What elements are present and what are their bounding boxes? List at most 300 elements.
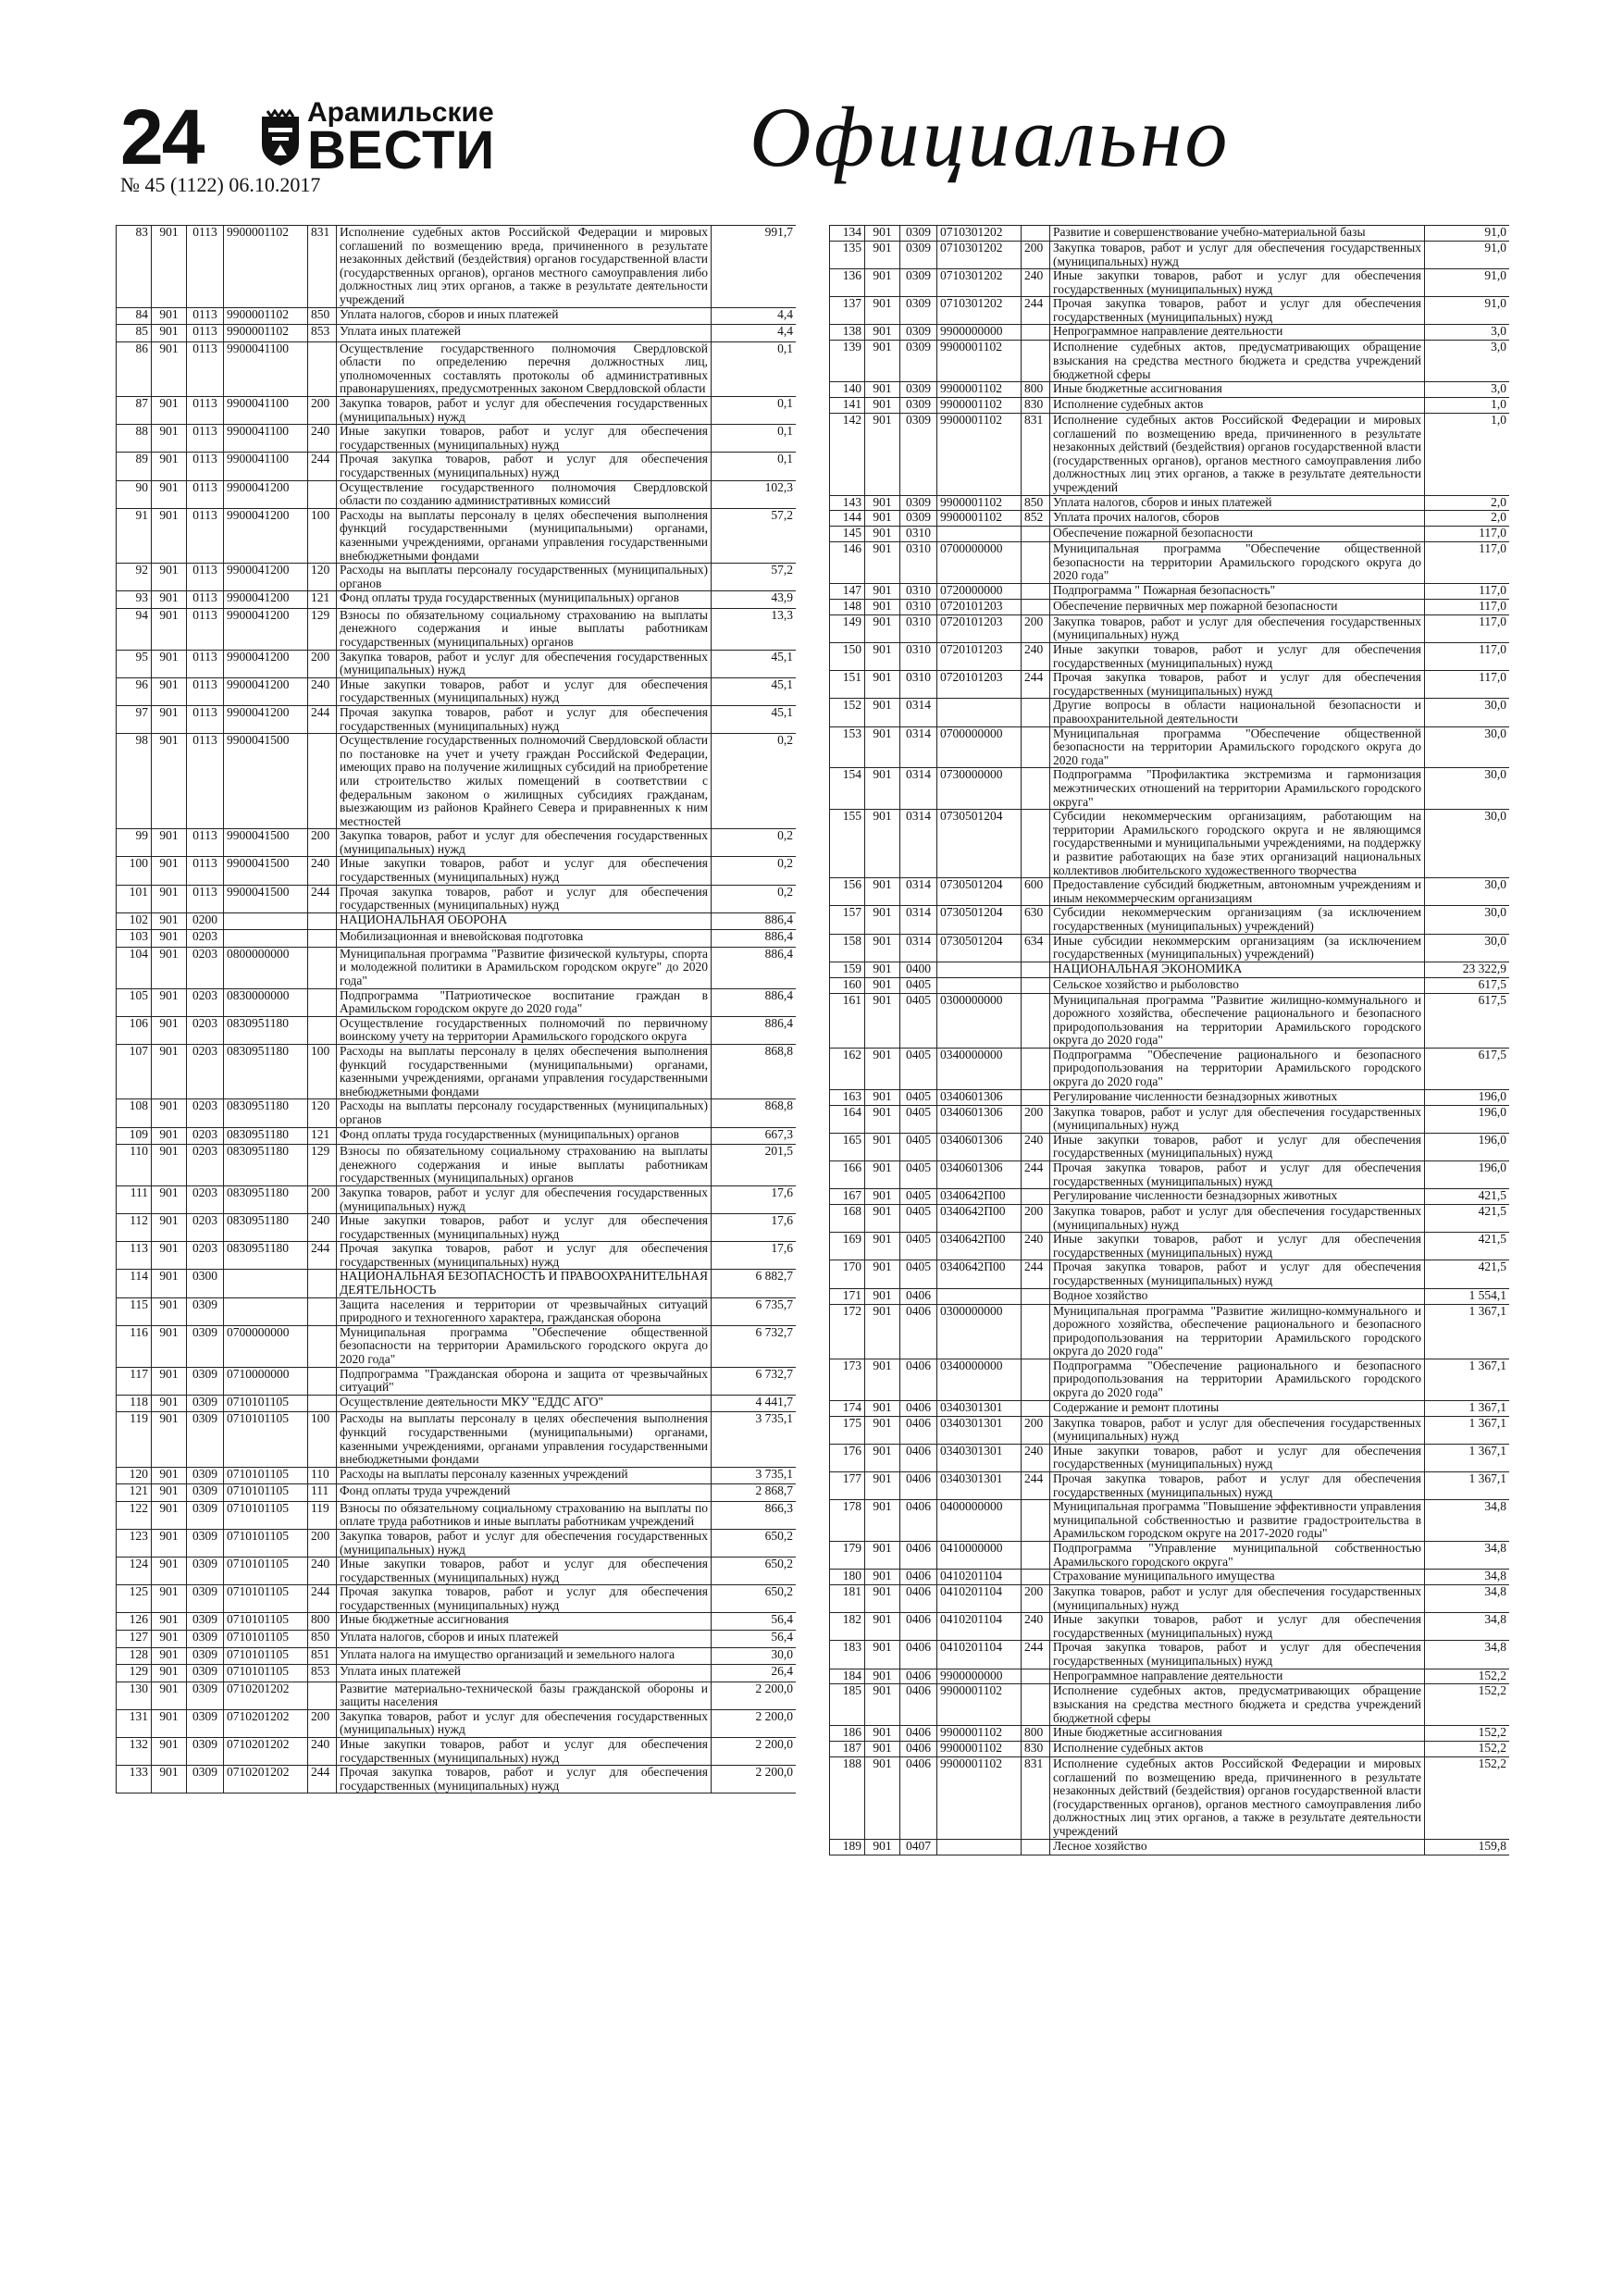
- expense-name: Прочая закупка товаров, работ и услуг для обеспечения государственных (муниципальных) нужд: [1050, 1471, 1425, 1499]
- table-row: [117, 396, 797, 424]
- expense-type-code: 240: [308, 1214, 337, 1242]
- admin-code: 901: [865, 1570, 900, 1585]
- expense-type-code: [1022, 1541, 1050, 1569]
- expense-type-code: 830: [1022, 1742, 1050, 1757]
- row-number: 124: [117, 1558, 152, 1585]
- admin-code: 901: [152, 1467, 187, 1484]
- expense-type-code: 129: [308, 1145, 337, 1186]
- table-row: [117, 1647, 797, 1665]
- expense-type-code: [308, 930, 337, 948]
- left-column: [116, 225, 796, 2146]
- table-row: [830, 614, 1510, 642]
- target-article-code: 9900001102: [224, 307, 308, 325]
- amount: 30,0: [1425, 768, 1510, 810]
- admin-code: 901: [865, 1500, 900, 1542]
- row-number: 126: [117, 1613, 152, 1631]
- section-code: 0309: [900, 341, 937, 382]
- expense-type-code: 630: [1022, 906, 1050, 934]
- amount: 17,6: [712, 1185, 797, 1213]
- amount: 1,0: [1425, 398, 1510, 414]
- section-code: 0309: [187, 1325, 224, 1367]
- table-row: [117, 1367, 797, 1395]
- amount: 1 554,1: [1425, 1288, 1510, 1304]
- target-article-code: 0300000000: [937, 993, 1022, 1048]
- amount: 34,8: [1425, 1641, 1510, 1669]
- target-article-code: 9900001102: [224, 325, 308, 342]
- section-code: 0113: [187, 480, 224, 508]
- target-article-code: 9900041200: [224, 705, 308, 733]
- expense-type-code: 119: [308, 1501, 337, 1529]
- row-number: 138: [830, 325, 865, 341]
- admin-code: 901: [865, 614, 900, 642]
- expense-type-code: 100: [308, 1412, 337, 1467]
- section-code: 0309: [187, 1484, 224, 1502]
- expense-name: Исполнение судебных актов, предусматривающих обращение взыскания на средства местного бюджета и средства учреждений бюджетной сферы: [1050, 1684, 1425, 1726]
- section-code: 0309: [187, 1682, 224, 1709]
- expense-name: Подпрограмма "Управление муниципальной собственностью Арамильского городского округа": [1050, 1541, 1425, 1569]
- table-row: [117, 829, 797, 857]
- expense-name: Иные закупки товаров, работ и услуг для обеспечения государственных (муниципальных) нужд: [1050, 1233, 1425, 1260]
- expense-type-code: 244: [308, 885, 337, 912]
- expense-type-code: 100: [308, 508, 337, 563]
- section-code: 0405: [900, 1105, 937, 1133]
- section-code: 0406: [900, 1641, 937, 1669]
- row-number: 169: [830, 1233, 865, 1260]
- section-code: 0309: [187, 1647, 224, 1665]
- amount: 30,0: [1425, 906, 1510, 934]
- amount: 13,3: [712, 608, 797, 650]
- expense-name: Закупка товаров, работ и услуг для обеспечения государственных (муниципальных) нужд: [1050, 1416, 1425, 1444]
- amount: 0,1: [712, 341, 797, 396]
- section-code: 0309: [900, 511, 937, 527]
- section-code: 0405: [900, 1205, 937, 1233]
- section-code: 0406: [900, 1416, 937, 1444]
- row-number: 114: [117, 1270, 152, 1297]
- admin-code: 901: [865, 584, 900, 600]
- admin-code: 901: [152, 1045, 187, 1099]
- amount: 421,5: [1425, 1205, 1510, 1233]
- expense-name: Закупка товаров, работ и услуг для обеспечения государственных (муниципальных) нужд: [337, 1709, 712, 1737]
- target-article-code: 9900000000: [937, 1669, 1022, 1684]
- expense-type-code: 831: [308, 226, 337, 308]
- amount: 2,0: [1425, 495, 1510, 511]
- amount: 117,0: [1425, 584, 1510, 600]
- row-number: 134: [830, 226, 865, 242]
- section-code: 0113: [187, 677, 224, 705]
- row-number: 152: [830, 699, 865, 726]
- section-code: 0309: [900, 241, 937, 268]
- amount: 0,2: [712, 829, 797, 857]
- expense-type-code: 121: [308, 1127, 337, 1145]
- expense-name: Муниципальная программа "Развитие физической культуры, спорта и молодежной политики в Арамильском городском округе" до 2020 года": [337, 947, 712, 988]
- row-number: 178: [830, 1500, 865, 1542]
- amount: 421,5: [1425, 1233, 1510, 1260]
- amount: 617,5: [1425, 1048, 1510, 1089]
- amount: 1 367,1: [1425, 1416, 1510, 1444]
- row-number: 153: [830, 726, 865, 768]
- expense-name: Прочая закупка товаров, работ и услуг для обеспечения государственных (муниципальных) нужд: [337, 1242, 712, 1270]
- row-number: 103: [117, 930, 152, 948]
- expense-name: Закупка товаров, работ и услуг для обеспечения государственных (муниципальных) нужд: [1050, 1205, 1425, 1233]
- admin-code: 901: [865, 1288, 900, 1304]
- section-code: 0203: [187, 1214, 224, 1242]
- amount: 152,2: [1425, 1669, 1510, 1684]
- admin-code: 901: [865, 297, 900, 325]
- amount: 3,0: [1425, 382, 1510, 398]
- expense-name: Закупка товаров, работ и услуг для обеспечения государственных (муниципальных) нужд: [337, 829, 712, 857]
- admin-code: 901: [152, 1613, 187, 1631]
- expense-type-code: [308, 1325, 337, 1367]
- row-number: 125: [117, 1585, 152, 1613]
- table-row: [117, 1665, 797, 1682]
- target-article-code: 9900001102: [937, 1684, 1022, 1726]
- amount: 3,0: [1425, 341, 1510, 382]
- expense-name: Осуществление деятельности МКУ "ЕДДС АГО": [337, 1395, 712, 1412]
- target-article-code: [937, 1839, 1022, 1855]
- admin-code: 901: [865, 511, 900, 527]
- expense-type-code: [1022, 1189, 1050, 1205]
- row-number: 162: [830, 1048, 865, 1089]
- expense-type-code: 120: [308, 564, 337, 591]
- page-number: 24: [120, 93, 204, 180]
- expense-name: Осуществление государственных полномочий по первичному воинскому учету на территории Арамильского городского округа: [337, 1016, 712, 1044]
- target-article-code: 9900001102: [937, 511, 1022, 527]
- admin-code: 901: [865, 226, 900, 242]
- row-number: 187: [830, 1742, 865, 1757]
- expense-type-code: 200: [308, 1529, 337, 1557]
- table-row: [117, 1501, 797, 1529]
- amount: 1 367,1: [1425, 1359, 1510, 1400]
- table-row: [830, 1726, 1510, 1742]
- admin-code: 901: [152, 1325, 187, 1367]
- target-article-code: 0730501204: [937, 878, 1022, 906]
- expense-type-code: 200: [1022, 1416, 1050, 1444]
- admin-code: 901: [865, 1416, 900, 1444]
- section-code: 0406: [900, 1400, 937, 1416]
- row-number: 179: [830, 1541, 865, 1569]
- amount: 57,2: [712, 508, 797, 563]
- table-row: [117, 1099, 797, 1127]
- expense-type-code: [308, 1016, 337, 1044]
- table-row: [830, 1541, 1510, 1569]
- section-code: 0113: [187, 307, 224, 325]
- section-code: 0405: [900, 1233, 937, 1260]
- expense-name: Подпрограмма "Патриотическое воспитание граждан в Арамильском городском округе до 2020 года": [337, 988, 712, 1016]
- target-article-code: 9900041200: [224, 508, 308, 563]
- section-code: 0406: [900, 1471, 937, 1499]
- target-article-code: 0730501204: [937, 906, 1022, 934]
- section-code: 0406: [900, 1288, 937, 1304]
- row-number: 101: [117, 885, 152, 912]
- target-article-code: 9900041200: [224, 677, 308, 705]
- expense-name: Прочая закупка товаров, работ и услуг для обеспечения государственных (муниципальных) нужд: [337, 1585, 712, 1613]
- target-article-code: 0710201202: [224, 1737, 308, 1765]
- row-number: 161: [830, 993, 865, 1048]
- target-article-code: 9900001102: [937, 398, 1022, 414]
- target-article-code: [937, 1288, 1022, 1304]
- expense-name: Другие вопросы в области национальной безопасности и правоохранительной деятельности: [1050, 699, 1425, 726]
- admin-code: 901: [865, 1471, 900, 1499]
- section-code: 0310: [900, 527, 937, 542]
- table-row: [830, 671, 1510, 699]
- section-code: 0113: [187, 396, 224, 424]
- admin-code: 901: [152, 1412, 187, 1467]
- expense-name: Расходы на выплаты персоналу в целях обеспечения выполнения функций государственными (муниципальными) органами, казенными учреждениями, органами управления государственными внебюджетными фондами: [337, 508, 712, 563]
- target-article-code: [937, 962, 1022, 977]
- target-article-code: 0830000000: [224, 988, 308, 1016]
- expense-name: Исполнение судебных актов Российской Федерации и мировых соглашений по возмещению вреда, причиненного в результате незаконных действий (бездействия) органов государственной власти (государственных органов), органов местного самоуправления либо должностных лиц этих органов, а также в результате деятельности учреждений: [1050, 1757, 1425, 1840]
- target-article-code: [937, 527, 1022, 542]
- section-code: 0310: [900, 599, 937, 614]
- table-row: [830, 810, 1510, 878]
- expense-name: Иные закупки товаров, работ и услуг для обеспечения государственных (муниципальных) нужд: [1050, 643, 1425, 671]
- page-header: [120, 89, 1508, 209]
- admin-code: 901: [865, 542, 900, 584]
- expense-type-code: [1022, 584, 1050, 600]
- target-article-code: 9900041100: [224, 453, 308, 480]
- expense-name: Регулирование численности безнадзорных животных: [1050, 1089, 1425, 1105]
- expense-name: Защита населения и территории от чрезвычайных ситуаций природного и техногенного характера, гражданская оборона: [337, 1297, 712, 1325]
- row-number: 89: [117, 453, 152, 480]
- amount: 30,0: [1425, 699, 1510, 726]
- expense-type-code: [1022, 1839, 1050, 1855]
- row-number: 157: [830, 906, 865, 934]
- expense-name: Закупка товаров, работ и услуг для обеспечения государственных (муниципальных) нужд: [337, 1185, 712, 1213]
- expense-name: Прочая закупка товаров, работ и услуг для обеспечения государственных (муниципальных) нужд: [1050, 1160, 1425, 1188]
- target-article-code: 0710201202: [224, 1709, 308, 1737]
- section-code: 0203: [187, 1099, 224, 1127]
- target-article-code: 0340301301: [937, 1400, 1022, 1416]
- table-row: [830, 413, 1510, 495]
- target-article-code: 0340301301: [937, 1416, 1022, 1444]
- target-article-code: 0830951180: [224, 1214, 308, 1242]
- admin-code: 901: [865, 726, 900, 768]
- row-number: 128: [117, 1647, 152, 1665]
- expense-type-code: [1022, 1359, 1050, 1400]
- target-article-code: [224, 912, 308, 930]
- target-article-code: [224, 1270, 308, 1297]
- table-row: [117, 307, 797, 325]
- expense-name: Взносы по обязательному социальному страхованию на выплаты денежного содержания и иные выплаты работникам государственных (муниципальных) органов: [337, 608, 712, 650]
- expense-name: Обеспечение пожарной безопасности: [1050, 527, 1425, 542]
- expense-type-code: 120: [308, 1099, 337, 1127]
- expense-name: Иные закупки товаров, работ и услуг для обеспечения государственных (муниципальных) нужд: [337, 425, 712, 453]
- expense-name: Подпрограмма " Пожарная безопасность": [1050, 584, 1425, 600]
- expense-type-code: 200: [308, 650, 337, 677]
- expense-type-code: 244: [1022, 1260, 1050, 1288]
- expense-name: Расходы на выплаты персоналу государственных (муниципальных) органов: [337, 1099, 712, 1127]
- expense-name: Фонд оплаты труда государственных (муниципальных) органов: [337, 1127, 712, 1145]
- coat-of-arms-icon: [259, 109, 302, 167]
- expense-type-code: 200: [1022, 1205, 1050, 1233]
- section-code: 0309: [187, 1709, 224, 1737]
- section-code: 0406: [900, 1359, 937, 1400]
- amount: 117,0: [1425, 671, 1510, 699]
- target-article-code: 9900041500: [224, 829, 308, 857]
- section-code: 0309: [187, 1412, 224, 1467]
- admin-code: 901: [152, 1270, 187, 1297]
- expense-type-code: 200: [1022, 241, 1050, 268]
- expense-name: Страхование муниципального имущества: [1050, 1570, 1425, 1585]
- target-article-code: 9900041200: [224, 480, 308, 508]
- expense-name: Прочая закупка товаров, работ и услуг для обеспечения государственных (муниципальных) нужд: [1050, 671, 1425, 699]
- section-code: 0405: [900, 1260, 937, 1288]
- admin-code: 901: [865, 1048, 900, 1089]
- target-article-code: 0340301301: [937, 1471, 1022, 1499]
- amount: 1,0: [1425, 413, 1510, 495]
- expense-type-code: 200: [308, 1709, 337, 1737]
- amount: 43,9: [712, 591, 797, 609]
- admin-code: 901: [152, 1016, 187, 1044]
- amount: 34,8: [1425, 1500, 1510, 1542]
- target-article-code: 9900001102: [937, 382, 1022, 398]
- target-article-code: 0710201202: [224, 1682, 308, 1709]
- table-row: [830, 1641, 1510, 1669]
- admin-code: 901: [865, 1742, 900, 1757]
- expense-type-code: 852: [1022, 511, 1050, 527]
- table-row: [117, 1613, 797, 1631]
- row-number: 106: [117, 1016, 152, 1044]
- table-row: [830, 699, 1510, 726]
- expense-name: Муниципальная программа "Обеспечение общественной безопасности на территории Арамильского городского округа до 2020 года": [1050, 726, 1425, 768]
- target-article-code: 0720101203: [937, 643, 1022, 671]
- section-code: 0309: [187, 1737, 224, 1765]
- table-row: [117, 1467, 797, 1484]
- table-row: [830, 241, 1510, 268]
- row-number: 185: [830, 1684, 865, 1726]
- row-number: 168: [830, 1205, 865, 1233]
- amount: 617,5: [1425, 993, 1510, 1048]
- section-code: 0314: [900, 699, 937, 726]
- section-code: 0407: [900, 1839, 937, 1855]
- expense-name: Прочая закупка товаров, работ и услуг для обеспечения государственных (муниципальных) нужд: [337, 705, 712, 733]
- row-number: 145: [830, 527, 865, 542]
- amount: 6 732,7: [712, 1367, 797, 1395]
- target-article-code: 0710301202: [937, 269, 1022, 297]
- section-code: 0406: [900, 1757, 937, 1840]
- amount: 117,0: [1425, 643, 1510, 671]
- table-row: [117, 425, 797, 453]
- table-row: [117, 1325, 797, 1367]
- section-code: 0310: [900, 542, 937, 584]
- expense-type-code: 600: [1022, 878, 1050, 906]
- expense-type-code: 200: [308, 829, 337, 857]
- table-row: [117, 1145, 797, 1186]
- expense-type-code: [1022, 699, 1050, 726]
- table-row: [117, 1631, 797, 1648]
- admin-code: 901: [152, 1766, 187, 1793]
- amount: 152,2: [1425, 1742, 1510, 1757]
- section-code: 0406: [900, 1726, 937, 1742]
- table-row: [830, 527, 1510, 542]
- expense-type-code: [308, 1367, 337, 1395]
- table-row: [117, 1185, 797, 1213]
- expense-name: Прочая закупка товаров, работ и услуг для обеспечения государственных (муниципальных) нужд: [337, 453, 712, 480]
- row-number: 132: [117, 1737, 152, 1765]
- section-code: 0309: [187, 1297, 224, 1325]
- expense-name: Предоставление субсидий бюджетным, автономным учреждениям и иным некоммерческим организациям: [1050, 878, 1425, 906]
- amount: 868,8: [712, 1099, 797, 1127]
- amount: 4,4: [712, 325, 797, 342]
- section-code: 0310: [900, 671, 937, 699]
- row-number: 108: [117, 1099, 152, 1127]
- target-article-code: 9900001102: [937, 1757, 1022, 1840]
- section-code: 0309: [900, 297, 937, 325]
- table-row: [830, 1048, 1510, 1089]
- admin-code: 901: [152, 1631, 187, 1648]
- admin-code: 901: [865, 671, 900, 699]
- table-row: [117, 325, 797, 342]
- section-code: 0310: [900, 643, 937, 671]
- amount: 152,2: [1425, 1726, 1510, 1742]
- section-code: 0406: [900, 1669, 937, 1684]
- row-number: 184: [830, 1669, 865, 1684]
- admin-code: 901: [152, 857, 187, 885]
- expense-name: Осуществление государственного полномочия Свердловской области по определению перечня должностных лиц, уполномоченных составлять протоколы об административных правонарушениях, предусмотренных законом Свердловской области: [337, 341, 712, 396]
- target-article-code: [224, 930, 308, 948]
- expense-type-code: 200: [1022, 1585, 1050, 1613]
- table-row: [830, 1471, 1510, 1499]
- expense-name: Закупка товаров, работ и услуг для обеспечения государственных (муниципальных) нужд: [337, 1529, 712, 1557]
- expense-name: Непрограммное направление деятельности: [1050, 325, 1425, 341]
- table-row: [830, 1359, 1510, 1400]
- issue-number-date: № 45 (1122) 06.10.2017: [120, 173, 321, 196]
- expense-type-code: [1022, 1400, 1050, 1416]
- table-row: [830, 1205, 1510, 1233]
- row-number: 158: [830, 934, 865, 962]
- expense-type-code: [1022, 1304, 1050, 1359]
- table-row: [830, 226, 1510, 242]
- amount: 117,0: [1425, 527, 1510, 542]
- target-article-code: 9900041200: [224, 564, 308, 591]
- row-number: 90: [117, 480, 152, 508]
- expense-type-code: 240: [308, 425, 337, 453]
- target-article-code: 0830951180: [224, 1242, 308, 1270]
- target-article-code: 0410201104: [937, 1570, 1022, 1585]
- row-number: 97: [117, 705, 152, 733]
- amount: 34,8: [1425, 1541, 1510, 1569]
- admin-code: 901: [865, 1541, 900, 1569]
- target-article-code: 9900041500: [224, 857, 308, 885]
- row-number: 116: [117, 1325, 152, 1367]
- row-number: 99: [117, 829, 152, 857]
- expense-name: Муниципальная программа "Развитие жилищно-коммунального и дорожного хозяйства, обеспечение рационального и безопасного природопользования на территории Арамильского городского округа до 2020 года": [1050, 1304, 1425, 1359]
- expense-type-code: 244: [308, 453, 337, 480]
- row-number: 182: [830, 1613, 865, 1641]
- amount: 45,1: [712, 677, 797, 705]
- expense-name: Расходы на выплаты персоналу в целях обеспечения выполнения функций государственными (муниципальными) органами, казенными учреждениями, органами управления государственными внебюджетными фондами: [337, 1045, 712, 1099]
- expense-type-code: 800: [1022, 1726, 1050, 1742]
- expense-name: Мобилизационная и вневойсковая подготовка: [337, 930, 712, 948]
- row-number: 110: [117, 1145, 152, 1186]
- row-number: 107: [117, 1045, 152, 1099]
- row-number: 104: [117, 947, 152, 988]
- budget-table-right: [829, 225, 1509, 1855]
- expense-type-code: 200: [1022, 1105, 1050, 1133]
- section-code: 0405: [900, 1189, 937, 1205]
- row-number: 96: [117, 677, 152, 705]
- expense-type-code: 110: [308, 1467, 337, 1484]
- admin-code: 901: [152, 1484, 187, 1502]
- expense-type-code: [308, 988, 337, 1016]
- expense-name: Подпрограмма "Обеспечение рационального и безопасного природопользования на территории Арамильского городского округа до 2020 года": [1050, 1048, 1425, 1089]
- admin-code: 901: [152, 1665, 187, 1682]
- admin-code: 901: [865, 977, 900, 993]
- admin-code: 901: [865, 993, 900, 1048]
- admin-code: 901: [865, 325, 900, 341]
- target-article-code: 9900001102: [937, 495, 1022, 511]
- expense-type-code: 853: [308, 1665, 337, 1682]
